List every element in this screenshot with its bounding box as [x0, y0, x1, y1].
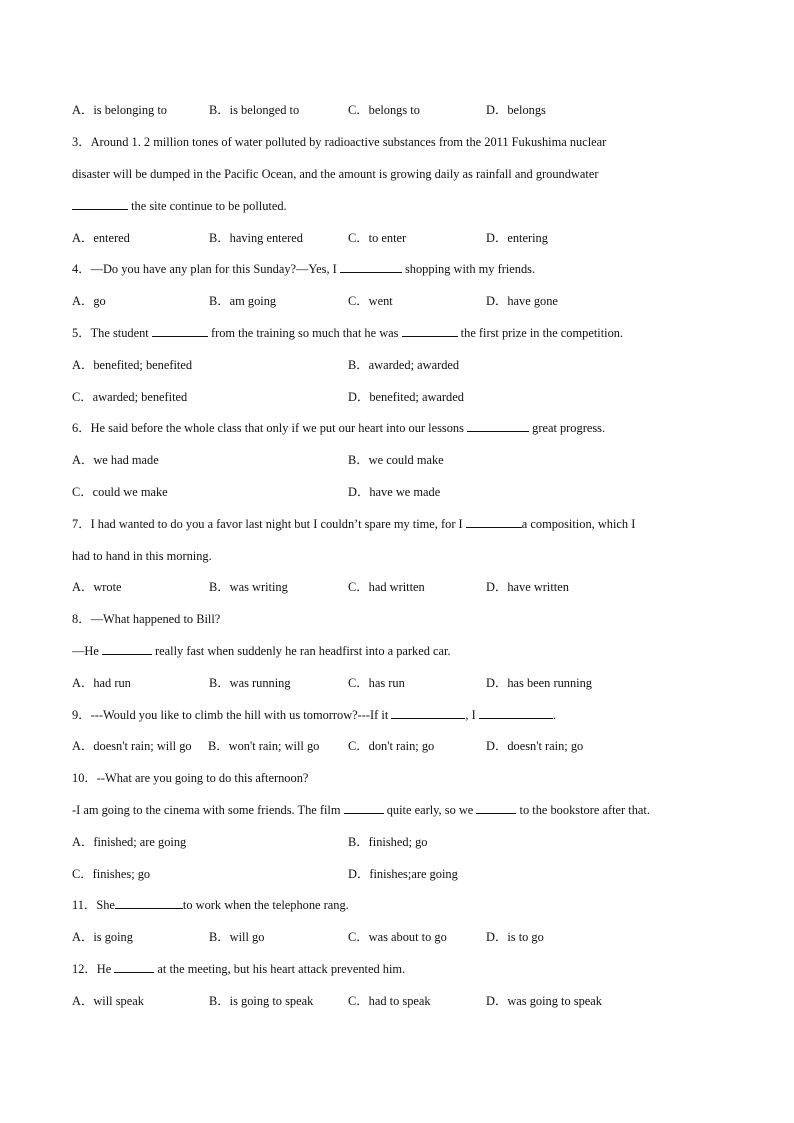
- q8-option-c: C．has run: [348, 676, 405, 690]
- q9-option-c: C．don't rain; go: [348, 739, 435, 753]
- q5-option-c: C．awarded; benefited: [72, 390, 188, 404]
- q10-stem-line1: 10．--What are you going to do this afternoon?: [72, 771, 309, 785]
- answer-blank: [466, 516, 522, 528]
- q3-option-a: A．entered: [72, 231, 130, 245]
- q3-option-c: C．to enter: [348, 231, 407, 245]
- q7-stem-line1: 7．I had wanted to do you a favor last night but I couldn’t spare my time, for I a composition, which I: [72, 517, 636, 531]
- q7-option-a: A．wrote: [72, 580, 122, 594]
- answer-blank: [479, 707, 553, 719]
- answer-blank: [476, 802, 516, 814]
- q6-option-b: B．we could make: [348, 453, 444, 467]
- q2-option-a: A．is belonging to: [72, 103, 167, 117]
- q4-stem: 4．—Do you have any plan for this Sunday?—Yes, I shopping with my friends.: [72, 262, 536, 276]
- q8-option-b: B．was running: [209, 676, 291, 690]
- answer-blank: [72, 198, 128, 210]
- q7-option-d: D．have written: [486, 580, 569, 594]
- q12-option-a: A．will speak: [72, 994, 144, 1008]
- q11-option-c: C．was about to go: [348, 930, 447, 944]
- answer-blank: [152, 325, 208, 337]
- answer-blank: [467, 420, 529, 432]
- q5-option-a: A．benefited; benefited: [72, 358, 193, 372]
- q3-option-d: D．entering: [486, 231, 548, 245]
- q2-option-d: D．belongs: [486, 103, 546, 117]
- q8-option-a: A．had run: [72, 676, 131, 690]
- q11-option-b: B．will go: [209, 930, 265, 944]
- q3-stem-line1: 3．Around 1. 2 million tones of water polluted by radioactive substances from the 2011 Fukushima nuclear: [72, 135, 607, 149]
- q8-option-d: D．has been running: [486, 676, 592, 690]
- q11-option-a: A．is going: [72, 930, 133, 944]
- q6-option-d: D．have we made: [348, 485, 441, 499]
- answer-blank: [102, 643, 152, 655]
- answer-blank: [391, 707, 465, 719]
- q6-option-a: A．we had made: [72, 453, 159, 467]
- q4-option-c: C．went: [348, 294, 393, 308]
- answer-blank: [340, 261, 402, 273]
- q7-stem-line2: had to hand in this morning.: [72, 549, 212, 563]
- q6-option-c: C．could we make: [72, 485, 168, 499]
- q7-option-b: B．was writing: [209, 580, 288, 594]
- q6-stem: 6．He said before the whole class that only if we put our heart into our lessons great progress.: [72, 421, 606, 435]
- q11-stem: 11．She to work when the telephone rang.: [72, 898, 349, 912]
- q12-option-d: D．was going to speak: [486, 994, 602, 1008]
- q4-option-a: A．go: [72, 294, 106, 308]
- q10-option-c: C．finishes; go: [72, 867, 151, 881]
- q2-option-b: B．is belonged to: [209, 103, 300, 117]
- q2-option-c: C．belongs to: [348, 103, 420, 117]
- q9-stem: 9．---Would you like to climb the hill with us tomorrow?---If it , I .: [72, 708, 556, 722]
- q5-option-d: D．benefited; awarded: [348, 390, 464, 404]
- q3-stem-line3: the site continue to be polluted.: [72, 198, 287, 214]
- answer-blank: [114, 961, 154, 973]
- answer-blank: [115, 897, 183, 909]
- q10-option-d: D．finishes;are going: [348, 867, 458, 881]
- q7-option-c: C．had written: [348, 580, 425, 594]
- q10-stem-line2: -I am going to the cinema with some friends. The film quite early, so we to the bookstore after that.: [72, 803, 650, 817]
- answer-blank: [402, 325, 458, 337]
- answer-blank: [344, 802, 384, 814]
- q4-option-b: B．am going: [209, 294, 277, 308]
- q9-option-a: A．doesn't rain; will go: [72, 739, 192, 753]
- q12-stem: 12．He at the meeting, but his heart attack prevented him.: [72, 962, 406, 976]
- q11-option-d: D．is to go: [486, 930, 544, 944]
- q5-option-b: B．awarded; awarded: [348, 358, 460, 372]
- q12-option-c: C．had to speak: [348, 994, 431, 1008]
- q9-option-d: D．doesn't rain; go: [486, 739, 584, 753]
- q5-stem: 5．The student from the training so much that he was the first prize in the competition.: [72, 326, 624, 340]
- q4-option-d: D．have gone: [486, 294, 558, 308]
- q9-option-b: B．won't rain; will go: [208, 739, 320, 753]
- q3-stem-line2: disaster will be dumped in the Pacific Ocean, and the amount is growing daily as rainfall and groundwater: [72, 167, 599, 181]
- q3-option-b: B．having entered: [209, 231, 303, 245]
- q10-option-b: B．finished; go: [348, 835, 428, 849]
- q8-stem-line1: 8．—What happened to Bill?: [72, 612, 221, 626]
- q8-stem-line2: —He really fast when suddenly he ran headfirst into a parked car.: [72, 644, 451, 658]
- q12-option-b: B．is going to speak: [209, 994, 314, 1008]
- q10-option-a: A．finished; are going: [72, 835, 187, 849]
